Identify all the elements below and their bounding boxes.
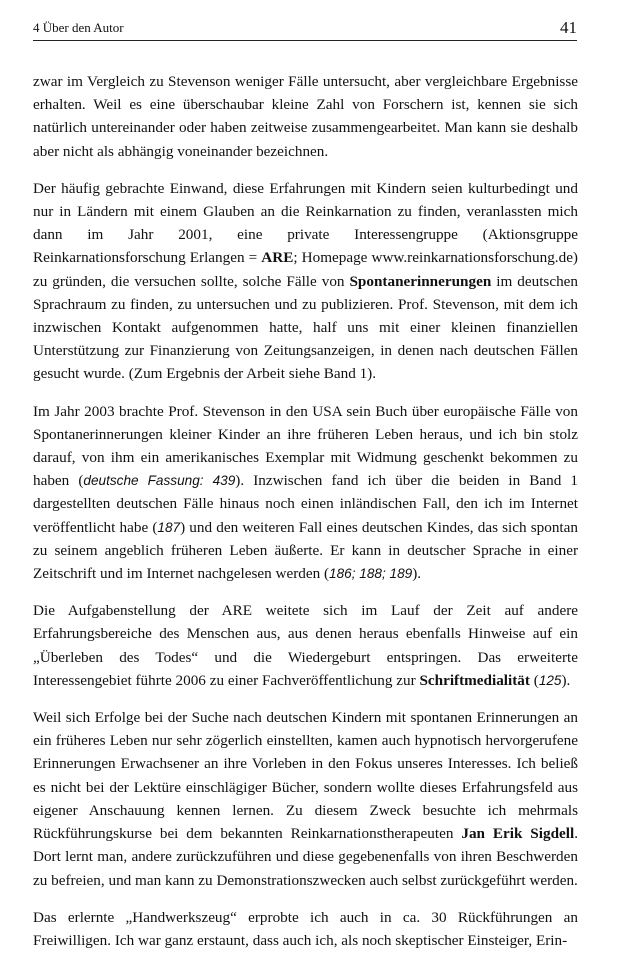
text-run: Weil sich Erfolge bei der Suche nach deutschen Kindern mit spontanen Erinnerungen an ein früheres Leben nur sehr zögerlich einstellten, kamen auch hypnotisch hervorgerufene Erinnerungen Erwachsener an ihre Vorleben in den Fokus unseres Interesses. Ich beließ es nicht bei der Lektüre einschlägiger Bücher, sondern wollte dieses Erfahrungsfeld aus eigener Anschauung kennen lernen. Zu diesem Zweck besuchte ich mehrmals Rückführungskurse bei dem bekannten Reinkarnationstherapeuten [33,709,578,843]
citation: deutsche Fassung: 439 [83,473,236,489]
paragraph-4 [33,599,578,692]
paragraph-1: zwar im Vergleich zu Stevenson weniger Fälle untersucht, aber vergleichbare Ergebnisse erhalten. Weil es eine überschaubar kleine Zahl von Forschern ist, kennen sie sich natürlich untereinander oder haben zeitweise zusammengearbeitet. Man kann sie deshalb aber nicht als abhängig voneinander bezeichnen. [33,73,578,160]
text-run: . Dort lernt man, andere zurückzuführen und diese gegebenenfalls von ihren Beschwerden zu befreien, und man kann zu Demonstrationszwecken auch selbst zurückgeführt werden. [33,825,578,889]
text-run: Der häufig gebrachte Einwand, diese Erfahrungen mit Kindern seien kulturbedingt und nur in Ländern mit einem Glauben an die Reinkarnation zu finden, veranlassten mich dann im Jahr 2001, eine private Interessengruppe (Aktionsgruppe Reinkarnationsforschung Erlangen = [33,179,578,267]
paragraph-2 [33,177,578,386]
text-run: im deutschen Sprachraum zu finden, zu untersuchen und zu publizieren. Prof. Stevenson, mit dem ich inzwischen Kontakt aufgenommen hatte, half uns mit einer kleinen finanziellen Unterstützung zur Finanzierung von Zeitungsanzeigen, in denen nach deutschen Fällen gesucht wurde. (Zum Ergebnis der Arbeit siehe Band 1). [33,272,578,383]
text-run: ). Inzwischen fand ich über die beiden in Band 1 dargestellten deutschen Fälle hinaus noch einen inländischen Fall, den ich im Internet veröffentlicht habe ( [33,472,579,536]
citation: 186; 188; 189 [329,566,413,582]
bold-term-are: ARE [261,249,294,267]
running-header [33,18,577,41]
page-body [33,70,578,966]
text-run: ). [561,671,571,689]
citation: 125 [538,672,562,688]
text-run: Im Jahr 2003 brachte Prof. Stevenson in den USA sein Buch über europäische Fälle von Spontanerinnerungen kleiner Kinder an ihre früheren Leben heraus, und ich bin stolz darauf, von ihm ein amerikanisches Exemplar mit Widmung geschenkt bekommen zu haben ( [33,402,578,490]
bold-name-sigdell: Jan Erik Sigdell [461,825,575,843]
text-run: ; Homepage www.reinkarnationsforschung.de) zu gründen, die versuchen sollte, solche Fälle von [33,249,578,290]
paragraph-6: Das erlernte „Handwerkszeug“ erprobte ich auch in ca. 30 Rückführungen an Freiwilligen. Ich war ganz erstaunt, dass auch ich, als noch skeptischer Einsteiger, Erin- [33,908,578,949]
paragraph-5 [33,706,578,892]
citation: 187 [157,519,181,535]
text-run: Die Aufgabenstellung der ARE weitete sich im Lauf der Zeit auf andere Erfahrungsbereiche des Menschen aus, aus denen heraus ebenfalls Hinweise auf ein „Überleben des Todes“ und die Wiedergeburt entspringen. Das erweiterte Interessengebiet führte 2006 zu einer Fachveröffentlichung zur [33,602,578,689]
bold-term-schriftmedialitaet: Schriftmedialität [419,671,530,689]
paragraph-3 [33,400,578,586]
bold-term-spontanerinnerungen: Spontanerinnerungen [349,272,492,290]
text-run: ( [529,671,539,689]
text-run: ). [412,565,422,583]
text-run: ) und den weiteren Fall eines deutschen Kindes, das sich spontan zu seinem angeblich früheren Leben äußerte. Er kann in deutscher Sprache in einer Zeitschrift und im Internet nachgelesen werden ( [33,518,578,583]
chapter-title: 4 Über den Autor [33,20,124,35]
page-number: 41 [560,18,577,37]
